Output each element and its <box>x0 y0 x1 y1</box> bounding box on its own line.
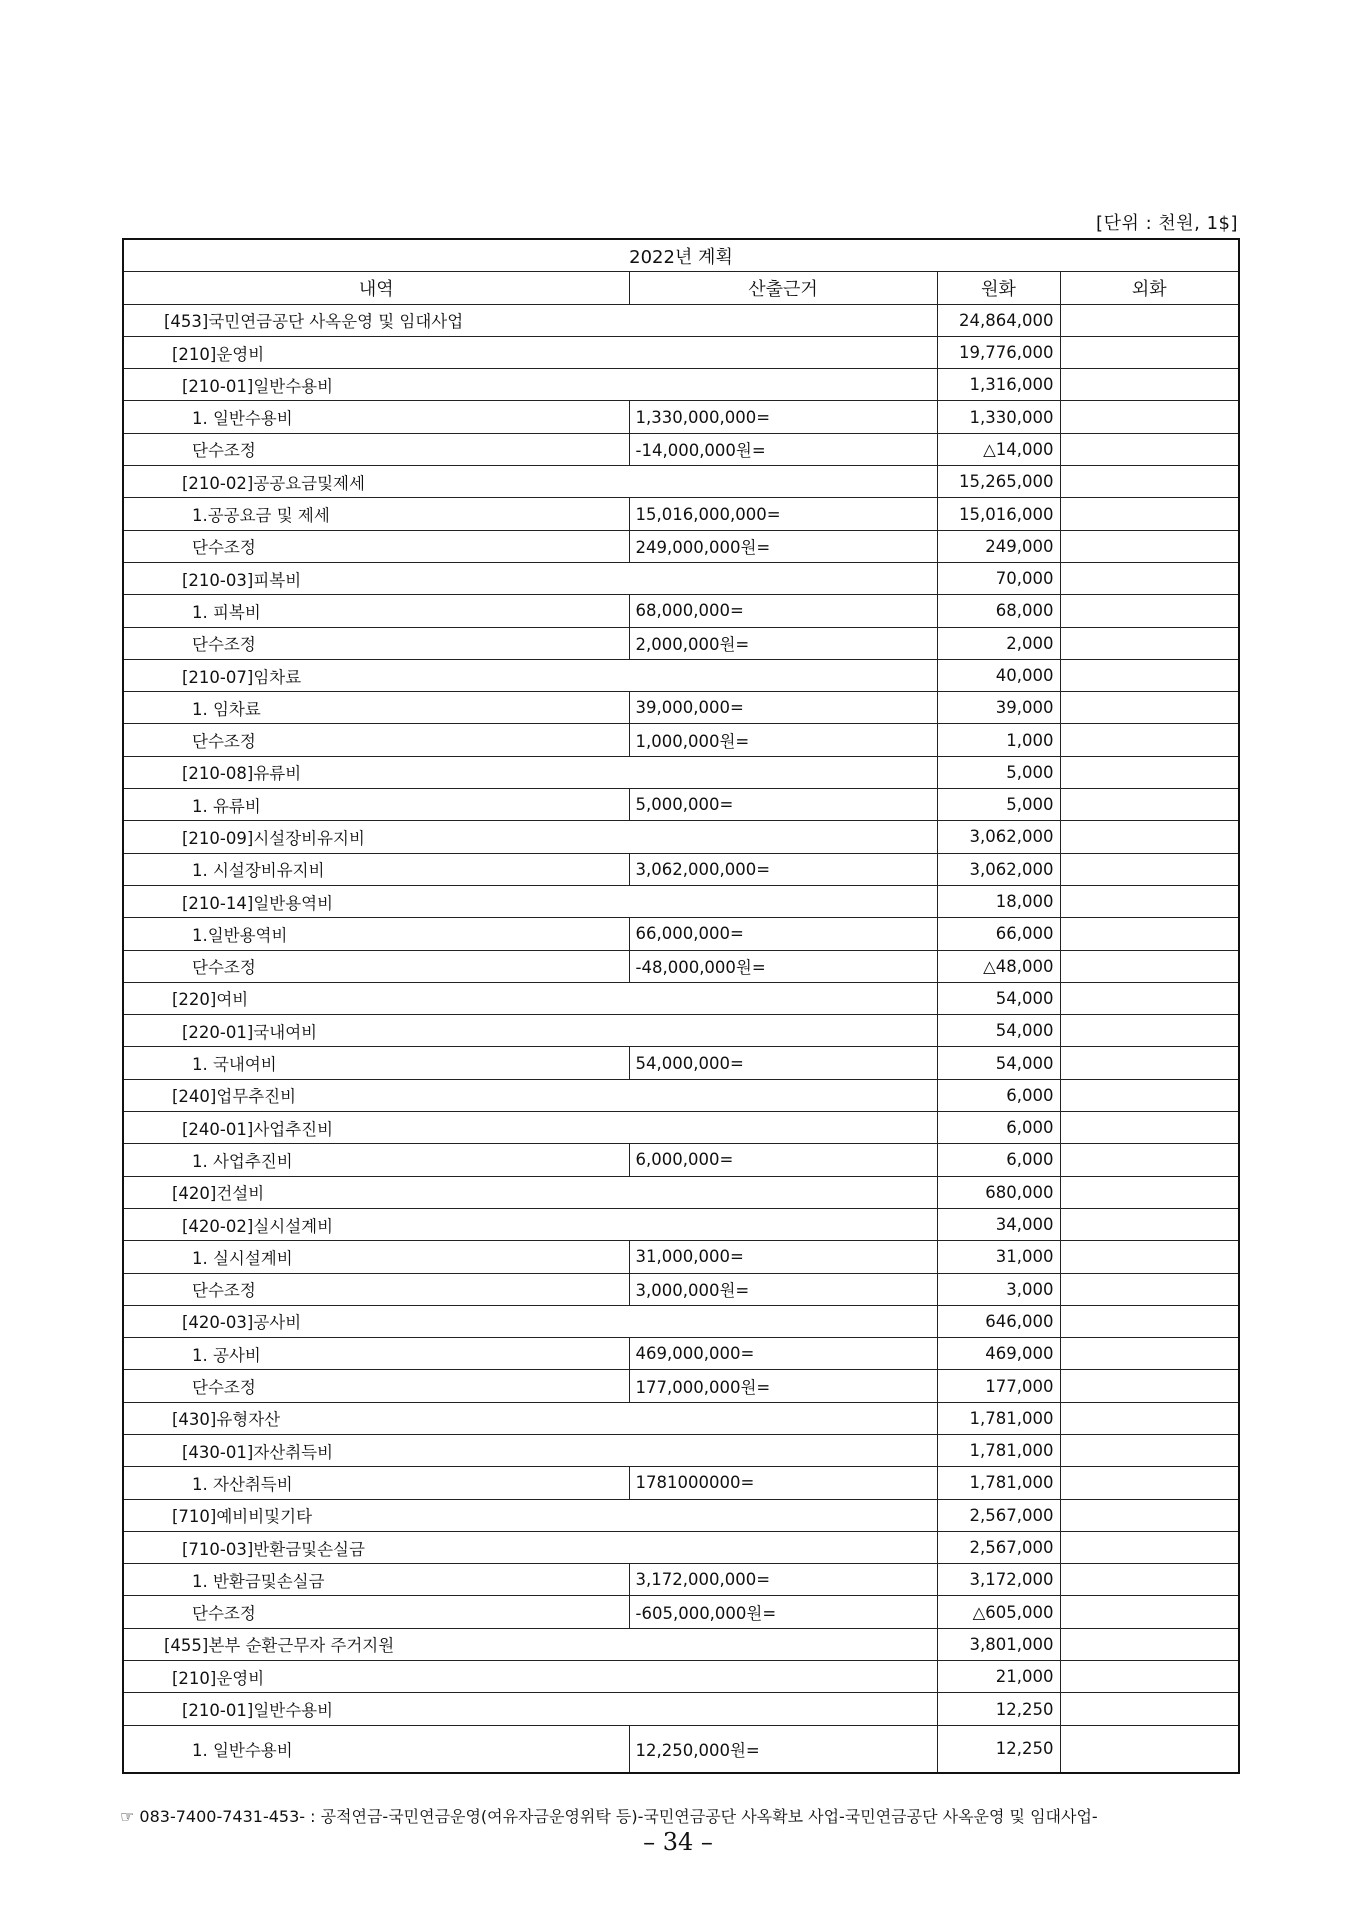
row-basis: 6,000,000= <box>629 1144 937 1176</box>
row-krw-amount: 54,000 <box>937 1047 1060 1079</box>
row-item-label: 1. 자산취득비 <box>123 1467 629 1499</box>
row-fx-amount <box>1060 1305 1239 1337</box>
row-basis: 39,000,000= <box>629 692 937 724</box>
row-krw-amount: 3,801,000 <box>937 1628 1060 1660</box>
table-row <box>123 821 1239 853</box>
row-fx-amount <box>1060 659 1239 691</box>
row-fx-amount <box>1060 1370 1239 1402</box>
row-item-label: [420-03]공사비 <box>123 1305 937 1337</box>
footer-reference: ☞ 083-7400-7431-453- : 공적연금-국민연금운영(여유자금운영위탁 등)-국민연금공단 사옥확보 사업-국민연금공단 사옥운영 및 임대사업- <box>120 1807 1098 1826</box>
row-krw-amount: 1,316,000 <box>937 369 1060 401</box>
row-krw-amount: 1,330,000 <box>937 401 1060 433</box>
row-krw-amount: 34,000 <box>937 1208 1060 1240</box>
table-row <box>123 1338 1239 1370</box>
table-row <box>123 1370 1239 1402</box>
row-krw-amount: △14,000 <box>937 433 1060 465</box>
row-krw-amount: 6,000 <box>937 1079 1060 1111</box>
row-fx-amount <box>1060 1047 1239 1079</box>
row-fx-amount <box>1060 1241 1239 1273</box>
row-item-label: [210-01]일반수용비 <box>123 369 937 401</box>
table-row <box>123 1628 1239 1660</box>
table-row <box>123 1661 1239 1693</box>
unit-label: [단위 : 천원, 1$] <box>1096 213 1238 234</box>
table-row <box>123 756 1239 788</box>
row-fx-amount <box>1060 1693 1239 1725</box>
table-row <box>123 1434 1239 1466</box>
table-row <box>123 659 1239 691</box>
row-item-label: [420]건설비 <box>123 1176 937 1208</box>
row-item-label: 1. 공사비 <box>123 1338 629 1370</box>
row-fx-amount <box>1060 401 1239 433</box>
row-krw-amount: 54,000 <box>937 1015 1060 1047</box>
row-krw-amount: 2,567,000 <box>937 1531 1060 1563</box>
row-krw-amount: 31,000 <box>937 1241 1060 1273</box>
table-title: 2022년 계획 <box>123 239 1239 272</box>
table-row <box>123 498 1239 530</box>
table-row <box>123 1531 1239 1563</box>
table-body <box>123 304 1239 1773</box>
row-item-label: 단수조정 <box>123 1370 629 1402</box>
row-item-label: [220-01]국내여비 <box>123 1015 937 1047</box>
row-item-label: [430-01]자산취득비 <box>123 1434 937 1466</box>
row-item-label: [210-14]일반용역비 <box>123 885 937 917</box>
table-row <box>123 1467 1239 1499</box>
row-basis: -48,000,000원= <box>629 950 937 982</box>
row-fx-amount <box>1060 1112 1239 1144</box>
row-item-label: 1. 일반수용비 <box>123 401 629 433</box>
row-krw-amount: 12,250 <box>937 1693 1060 1725</box>
row-basis: 3,062,000,000= <box>629 853 937 885</box>
row-fx-amount <box>1060 466 1239 498</box>
row-krw-amount: 21,000 <box>937 1661 1060 1693</box>
row-krw-amount: 2,000 <box>937 627 1060 659</box>
row-item-label: [455]본부 순환근무자 주거지원 <box>123 1628 937 1660</box>
header-fx: 외화 <box>1060 272 1239 304</box>
table-row <box>123 1402 1239 1434</box>
row-krw-amount: 177,000 <box>937 1370 1060 1402</box>
table-row <box>123 1079 1239 1111</box>
row-fx-amount <box>1060 789 1239 821</box>
row-krw-amount: 249,000 <box>937 530 1060 562</box>
row-krw-amount: 54,000 <box>937 982 1060 1014</box>
row-fx-amount <box>1060 1628 1239 1660</box>
table-row <box>123 595 1239 627</box>
row-krw-amount: 6,000 <box>937 1112 1060 1144</box>
row-fx-amount <box>1060 1434 1239 1466</box>
row-fx-amount <box>1060 595 1239 627</box>
table-row <box>123 789 1239 821</box>
table-row <box>123 1047 1239 1079</box>
row-item-label: 단수조정 <box>123 1596 629 1628</box>
row-krw-amount: 39,000 <box>937 692 1060 724</box>
row-fx-amount <box>1060 950 1239 982</box>
row-item-label: [420-02]실시설계비 <box>123 1208 937 1240</box>
row-item-label: 1. 반환금및손실금 <box>123 1564 629 1596</box>
row-item-label: [710]예비비및기타 <box>123 1499 937 1531</box>
row-item-label: 단수조정 <box>123 433 629 465</box>
table-row <box>123 562 1239 594</box>
header-krw: 원화 <box>937 272 1060 304</box>
table-row <box>123 853 1239 885</box>
row-basis: 66,000,000= <box>629 918 937 950</box>
row-item-label: 1.일반용역비 <box>123 918 629 950</box>
row-fx-amount <box>1060 1208 1239 1240</box>
row-krw-amount: 12,250 <box>937 1725 1060 1773</box>
row-item-label: 1. 임차료 <box>123 692 629 724</box>
row-fx-amount <box>1060 692 1239 724</box>
row-item-label: [210-08]유류비 <box>123 756 937 788</box>
table-row <box>123 885 1239 917</box>
row-basis: 1,000,000원= <box>629 724 937 756</box>
budget-table <box>122 238 1240 1774</box>
row-krw-amount: 3,062,000 <box>937 853 1060 885</box>
header-basis: 산출근거 <box>629 272 937 304</box>
row-krw-amount: 646,000 <box>937 1305 1060 1337</box>
table-row <box>123 627 1239 659</box>
table-row <box>123 369 1239 401</box>
table-row <box>123 401 1239 433</box>
table-row <box>123 466 1239 498</box>
row-basis: -605,000,000원= <box>629 1596 937 1628</box>
row-fx-amount <box>1060 1661 1239 1693</box>
row-item-label: 1.공공요금 및 제세 <box>123 498 629 530</box>
table-row <box>123 1208 1239 1240</box>
row-basis: 1781000000= <box>629 1467 937 1499</box>
row-fx-amount <box>1060 336 1239 368</box>
row-basis: 177,000,000원= <box>629 1370 937 1402</box>
row-krw-amount: 680,000 <box>937 1176 1060 1208</box>
table-row <box>123 982 1239 1014</box>
row-item-label: 단수조정 <box>123 530 629 562</box>
row-krw-amount: 5,000 <box>937 756 1060 788</box>
row-krw-amount: 1,781,000 <box>937 1434 1060 1466</box>
row-krw-amount: 1,000 <box>937 724 1060 756</box>
row-krw-amount: 40,000 <box>937 659 1060 691</box>
row-krw-amount: 68,000 <box>937 595 1060 627</box>
row-item-label: 1. 실시설계비 <box>123 1241 629 1273</box>
row-fx-amount <box>1060 1499 1239 1531</box>
row-basis: -14,000,000원= <box>629 433 937 465</box>
row-fx-amount <box>1060 1402 1239 1434</box>
row-basis: 3,172,000,000= <box>629 1564 937 1596</box>
row-krw-amount: 18,000 <box>937 885 1060 917</box>
header-item: 내역 <box>123 272 629 304</box>
row-fx-amount <box>1060 498 1239 530</box>
row-item-label: [210-07]임차료 <box>123 659 937 691</box>
row-item-label: 1. 피복비 <box>123 595 629 627</box>
row-fx-amount <box>1060 756 1239 788</box>
table-row <box>123 433 1239 465</box>
row-item-label: 단수조정 <box>123 627 629 659</box>
row-krw-amount: △605,000 <box>937 1596 1060 1628</box>
row-item-label: 1. 사업추진비 <box>123 1144 629 1176</box>
row-basis: 249,000,000원= <box>629 530 937 562</box>
row-fx-amount <box>1060 627 1239 659</box>
row-item-label: 단수조정 <box>123 724 629 756</box>
row-basis: 3,000,000원= <box>629 1273 937 1305</box>
row-fx-amount <box>1060 1338 1239 1370</box>
row-fx-amount <box>1060 918 1239 950</box>
row-krw-amount: 6,000 <box>937 1144 1060 1176</box>
table-row <box>123 1176 1239 1208</box>
row-krw-amount: 1,781,000 <box>937 1402 1060 1434</box>
table-row <box>123 336 1239 368</box>
row-item-label: [453]국민연금공단 사옥운영 및 임대사업 <box>123 304 937 336</box>
row-item-label: 단수조정 <box>123 1273 629 1305</box>
row-basis: 68,000,000= <box>629 595 937 627</box>
table-row <box>123 304 1239 336</box>
table-row <box>123 1499 1239 1531</box>
table-row <box>123 1241 1239 1273</box>
row-fx-amount <box>1060 1015 1239 1047</box>
table-row <box>123 1305 1239 1337</box>
row-item-label: [210]운영비 <box>123 1661 937 1693</box>
row-krw-amount: 5,000 <box>937 789 1060 821</box>
row-fx-amount <box>1060 982 1239 1014</box>
row-fx-amount <box>1060 530 1239 562</box>
row-basis: 15,016,000,000= <box>629 498 937 530</box>
row-fx-amount <box>1060 304 1239 336</box>
table-row <box>123 1725 1239 1773</box>
row-item-label: 1. 일반수용비 <box>123 1725 629 1773</box>
row-fx-amount <box>1060 1144 1239 1176</box>
row-fx-amount <box>1060 885 1239 917</box>
row-krw-amount: 3,062,000 <box>937 821 1060 853</box>
row-basis: 54,000,000= <box>629 1047 937 1079</box>
row-krw-amount: 469,000 <box>937 1338 1060 1370</box>
page-number: – 34 – <box>643 1828 713 1856</box>
table-row <box>123 950 1239 982</box>
row-basis: 31,000,000= <box>629 1241 937 1273</box>
row-basis: 469,000,000= <box>629 1338 937 1370</box>
table-row <box>123 692 1239 724</box>
table-row <box>123 1564 1239 1596</box>
row-krw-amount: 19,776,000 <box>937 336 1060 368</box>
table-row <box>123 1015 1239 1047</box>
row-item-label: 1. 시설장비유지비 <box>123 853 629 885</box>
row-krw-amount: 66,000 <box>937 918 1060 950</box>
row-fx-amount <box>1060 1079 1239 1111</box>
row-fx-amount <box>1060 1564 1239 1596</box>
row-item-label: [710-03]반환금및손실금 <box>123 1531 937 1563</box>
row-krw-amount: 70,000 <box>937 562 1060 594</box>
row-item-label: [210-03]피복비 <box>123 562 937 594</box>
row-fx-amount <box>1060 433 1239 465</box>
row-krw-amount: 1,781,000 <box>937 1467 1060 1499</box>
row-fx-amount <box>1060 1273 1239 1305</box>
table-row <box>123 918 1239 950</box>
row-item-label: [240-01]사업추진비 <box>123 1112 937 1144</box>
row-fx-amount <box>1060 1176 1239 1208</box>
table-row <box>123 1144 1239 1176</box>
table-row <box>123 1693 1239 1725</box>
row-krw-amount: △48,000 <box>937 950 1060 982</box>
row-fx-amount <box>1060 1725 1239 1773</box>
row-fx-amount <box>1060 1531 1239 1563</box>
row-item-label: 1. 유류비 <box>123 789 629 821</box>
row-krw-amount: 15,265,000 <box>937 466 1060 498</box>
row-item-label: [220]여비 <box>123 982 937 1014</box>
row-fx-amount <box>1060 853 1239 885</box>
row-basis: 12,250,000원= <box>629 1725 937 1773</box>
table-row <box>123 1596 1239 1628</box>
row-fx-amount <box>1060 1467 1239 1499</box>
row-fx-amount <box>1060 1596 1239 1628</box>
row-krw-amount: 3,000 <box>937 1273 1060 1305</box>
table-row <box>123 724 1239 756</box>
row-krw-amount: 15,016,000 <box>937 498 1060 530</box>
row-basis: 2,000,000원= <box>629 627 937 659</box>
row-item-label: [210]운영비 <box>123 336 937 368</box>
row-krw-amount: 2,567,000 <box>937 1499 1060 1531</box>
row-basis: 5,000,000= <box>629 789 937 821</box>
row-item-label: [210-01]일반수용비 <box>123 1693 937 1725</box>
row-fx-amount <box>1060 562 1239 594</box>
row-item-label: 1. 국내여비 <box>123 1047 629 1079</box>
row-item-label: [210-02]공공요금및제세 <box>123 466 937 498</box>
row-item-label: [210-09]시설장비유지비 <box>123 821 937 853</box>
row-fx-amount <box>1060 724 1239 756</box>
row-krw-amount: 3,172,000 <box>937 1564 1060 1596</box>
row-item-label: 단수조정 <box>123 950 629 982</box>
row-basis: 1,330,000,000= <box>629 401 937 433</box>
table-row <box>123 1112 1239 1144</box>
table-row <box>123 530 1239 562</box>
row-fx-amount <box>1060 821 1239 853</box>
row-item-label: [240]업무추진비 <box>123 1079 937 1111</box>
row-krw-amount: 24,864,000 <box>937 304 1060 336</box>
row-item-label: [430]유형자산 <box>123 1402 937 1434</box>
row-fx-amount <box>1060 369 1239 401</box>
table-row <box>123 1273 1239 1305</box>
